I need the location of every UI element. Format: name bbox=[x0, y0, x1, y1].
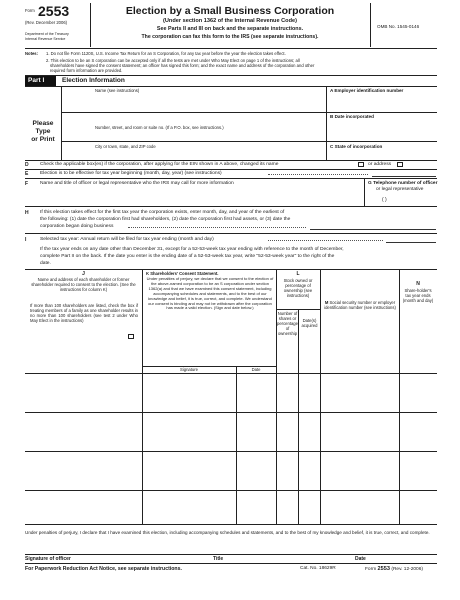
street-address-field[interactable] bbox=[63, 131, 324, 141]
dept-line-1: Department of the Treasury bbox=[25, 32, 69, 36]
line-h-letter: H bbox=[25, 210, 29, 216]
instructions-line: See Parts II and III on back and the separate instructions. bbox=[156, 26, 304, 32]
perjury-statement: Under penalties of perjury, I declare that I have examined this election, including accompanying schedules and statements, and to the best of my knowledge and belief, it is true, correct, and complete. bbox=[25, 530, 430, 535]
note-2-line-1: 2. This election to be an S corporation can be accepted only if all the tests are met under Who May Elect on page 1 of the instructions; all bbox=[46, 58, 300, 63]
line-i-para-3: date. bbox=[40, 261, 51, 266]
col-m-letter: M bbox=[324, 300, 329, 305]
officer-title-field[interactable] bbox=[210, 543, 340, 553]
dept-line-2: Internal Revenue Service bbox=[25, 37, 66, 41]
col-k-date-header: Date bbox=[251, 367, 261, 372]
part-1-title: Election Information bbox=[62, 77, 125, 84]
shareholder-row[interactable] bbox=[25, 491, 437, 523]
col-l-shares-header: Number of shares or percentage of ownership bbox=[277, 311, 298, 336]
type-label: Type bbox=[35, 128, 51, 135]
part-1-badge: Part I bbox=[25, 76, 56, 86]
form-title: Election by a Small Business Corporation bbox=[125, 5, 335, 17]
first-tax-year-date-field[interactable] bbox=[310, 223, 436, 230]
title-label: Title bbox=[213, 556, 224, 562]
line-h-text-3: corporation began doing business bbox=[40, 224, 114, 229]
officer-signature-field[interactable] bbox=[25, 543, 185, 553]
catalog-number: Cat. No. 18629R bbox=[300, 566, 336, 571]
note-2-line-3: required form information are provided. bbox=[50, 68, 123, 73]
line-i-para-1: If the tax year ends on any date other than December 31, except for a 52-53-week tax year ending with reference to the month of December, bbox=[40, 247, 344, 252]
date-label: Date bbox=[355, 556, 366, 562]
col-n-letter: N bbox=[416, 281, 420, 287]
family-shareholder-checkbox[interactable] bbox=[128, 334, 134, 339]
revision-date: (Rev. December 2006) bbox=[25, 20, 68, 25]
footer-form-id bbox=[365, 566, 423, 573]
col-l-letter: L bbox=[296, 271, 300, 277]
line-f-text: Name and title of officer or legal representative who the IRS may call for more information bbox=[40, 181, 234, 186]
street-field-label: Number, street, and room or suite no. (If a P.O. box, see instructions.) bbox=[95, 125, 224, 130]
paperwork-notice: For Paperwork Reduction Act Notice, see separate instructions. bbox=[25, 566, 182, 572]
form-subtitle: (Under section 1362 of the Internal Revenue Code) bbox=[163, 18, 297, 24]
city-field-label: City or town, state, and ZIP code bbox=[95, 144, 156, 149]
col-m-text: Social security number or employer identification number (see instructions) bbox=[324, 300, 396, 310]
col-m-header bbox=[323, 300, 397, 310]
col-j-letter: J bbox=[82, 271, 85, 277]
corporation-name-field[interactable] bbox=[63, 94, 324, 111]
footer-form-prefix: Form bbox=[365, 567, 377, 572]
line-i-text: Selected tax year: Annual return will be filed for tax year ending (month and day) bbox=[40, 237, 214, 242]
shareholder-row[interactable] bbox=[25, 413, 437, 450]
line-e-letter: E bbox=[25, 171, 29, 177]
line-g-text-2: or legal representative bbox=[376, 187, 424, 192]
col-l-dates-header: Date(s) acquired bbox=[301, 318, 318, 328]
line-d-letter: D bbox=[25, 162, 29, 168]
line-f-letter: F bbox=[25, 181, 29, 187]
line-i-letter: I bbox=[25, 237, 27, 243]
col-k-title-text: Shareholders' Consent Statement. bbox=[150, 271, 219, 276]
shareholder-row[interactable] bbox=[25, 452, 437, 489]
footer-form-rev: (Rev. 12-2006) bbox=[391, 567, 423, 572]
line-h-text-1: If this election takes effect for the first tax year the corporation exists, enter month, day, and year of the earliest of bbox=[40, 210, 285, 215]
address-changed-checkbox[interactable] bbox=[397, 162, 403, 167]
note-1: 1. Do not file Form 1120S, U.S. Income Tax Return for an S Corporation, for any tax year before the year the election takes effect. bbox=[46, 51, 286, 56]
line-d-or-address: or address bbox=[368, 162, 392, 167]
tax-year-ending-field[interactable] bbox=[386, 236, 436, 243]
omb-number: OMB No. 1545-0146 bbox=[377, 24, 420, 29]
col-j-header: Name and address of each shareholder or former shareholder required to consent to the election. (See the instructions for column K) bbox=[31, 277, 136, 292]
footer-form-number: 2553 bbox=[377, 566, 390, 572]
officer-name-title-field[interactable] bbox=[40, 190, 360, 204]
telephone-field[interactable]: ( ) bbox=[382, 197, 387, 203]
ein-label: A Employer identification number bbox=[330, 88, 404, 93]
shareholder-row[interactable] bbox=[25, 374, 437, 411]
effective-date-field[interactable] bbox=[372, 170, 436, 177]
name-changed-checkbox[interactable] bbox=[358, 162, 364, 167]
line-h-text-2: the following: (1) date the corporation first had shareholders, (2) date the corporation first had assets, or (3) date the bbox=[40, 217, 291, 222]
col-k-letter: K bbox=[146, 271, 150, 276]
col-k-consent-text: Under penalties of perjury, we declare that we consent to the election of the above-named corporation to be an S corporation under section 1362(a) and that we have examined this consent statement, including accompanying schedules and statements, and to the best of our knowledge and belief, it is true, correct, and complete. We understand our consent is binding and may not be withdrawn after the corporation has made a valid election. (Sign and date below.) bbox=[146, 276, 274, 311]
col-k-signature-header: Signature bbox=[180, 367, 198, 372]
state-incorporation-field[interactable] bbox=[328, 150, 436, 159]
officer-date-field[interactable] bbox=[350, 543, 436, 553]
form-number: 2553 bbox=[38, 3, 70, 19]
form-label: Form bbox=[25, 8, 35, 13]
line-e-text: Election is to be effective for tax year beginning (month, day, year) (see instructions) bbox=[40, 171, 222, 176]
city-state-zip-field[interactable] bbox=[63, 150, 324, 159]
signature-officer-label: Signature of officer bbox=[25, 556, 71, 562]
col-l-header: Stock owned or percentage of ownership (see instructions) bbox=[283, 278, 313, 298]
col-j-note: If more than 100 shareholders are listed, check the box if treating members of a family as one shareholder results in no more than 100 shareholders (see test 2 under Who May Elect in the instructions) bbox=[30, 303, 138, 323]
line-i-para-2: complete Part II on the back. If the date you enter is the ending date of a 52-53-week tax year, write "52-53-week year" to the right of the bbox=[40, 254, 335, 259]
name-field-label: Name (see instructions) bbox=[95, 88, 140, 93]
please-label: Please bbox=[32, 120, 54, 127]
line-d-text: Check the applicable box(es) if the corporation, after applying for the EIN shown in A above, changed its name bbox=[40, 162, 279, 167]
col-n-header: Share-holder's tax year ends (month and day) bbox=[402, 288, 434, 303]
date-incorporated-label: B Date incorporated bbox=[330, 114, 374, 119]
notes-label: Notes: bbox=[25, 51, 39, 56]
or-print-label: or Print bbox=[31, 136, 55, 143]
state-incorporation-label: C State of incorporation bbox=[330, 144, 383, 149]
fax-note: The corporation can fax this form to the IRS (see separate instructions). bbox=[141, 34, 319, 40]
date-incorporated-field[interactable] bbox=[328, 120, 436, 140]
note-2-line-2: shareholders have signed the consent statement; an officer has signed this form; and the exact name and address of the corporation and other bbox=[50, 63, 315, 68]
line-g-text: G Telephone number of officer bbox=[368, 181, 438, 186]
ein-field[interactable] bbox=[328, 94, 436, 111]
